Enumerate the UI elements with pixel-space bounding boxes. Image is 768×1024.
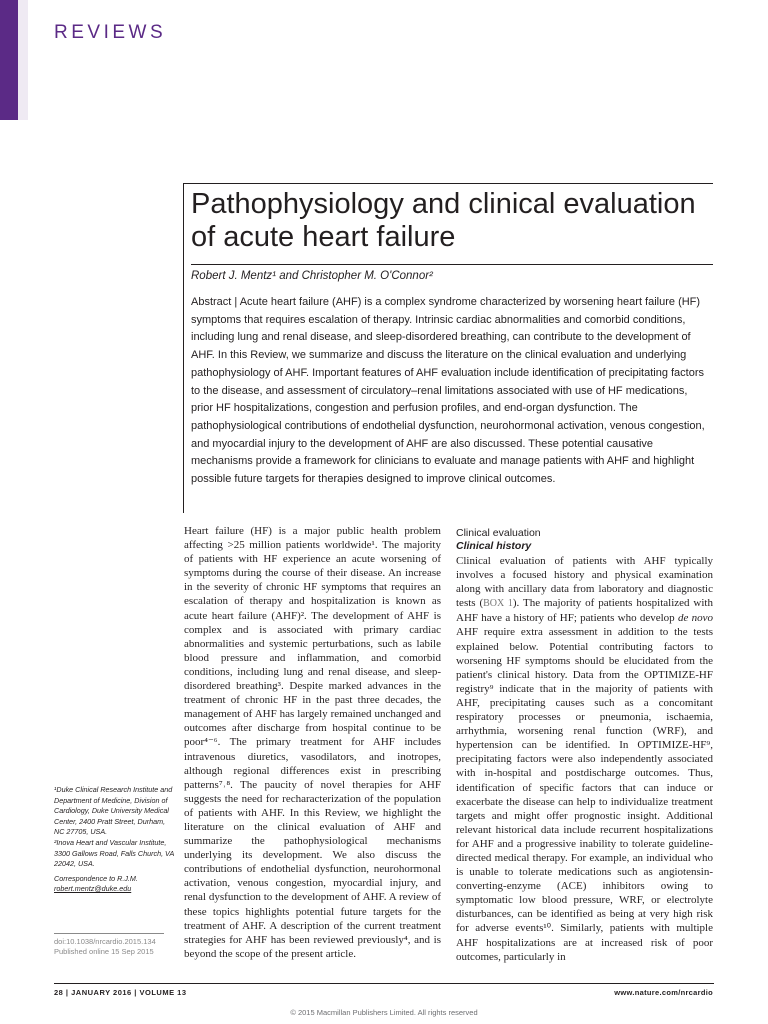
body-column-right — [456, 527, 713, 964]
box-reference-link[interactable]: BOX 1 — [483, 598, 513, 610]
paragraph-text: AHF require extra assessment in addition to the tests explained below. Potential contributing factors to worsening HF symptoms should be elucidated from the patient's clinical history. Data from the OPTIMIZE-HF registry⁹ indicate that in the majority of patients with AHF, precipitating causes such as a concomitant respiratory processes or pneumonia, ischaemia, arrhythmia, worsening renal function (WRF), and hypertension can be identified. In OPTIMIZE-HF⁹, precipitating factors were also independently associated with in-hospital and postdischarge outcomes. Thus, identification of specific factors that can induce or exacerbate the disease can help to individualize treatment targets and might offer prognostic insight. Additional relevant historical data include recurrent hospitalizations for AHF and a progressive inability to tolerate guideline-directed medical therapy. For example, an individual who is unable to tolerate medications such as angiotensin-converting-enzyme (ACE) inhibitors owing to symptomatic low blood pressure, WRF, or electrolyte disturbances, can be identified as being at very high risk for adverse events¹⁰. Similarly, patients with multiple AHF hospitalizations are at increased risk of poor outcomes, particularly in — [456, 626, 713, 963]
footer-issue-info: 28 | JANUARY 2016 | VOLUME 13 — [54, 988, 187, 997]
paragraph-text: Clinical evaluation of patients with AHF typically involves a focused history and physical examination along with ancillary data from laboratory and diagnostic tests ( — [456, 555, 713, 610]
affiliations — [54, 785, 174, 895]
article-title: Pathophysiology and clinical evaluation of acute heart failure — [191, 188, 696, 253]
affiliation-2: ²Inova Heart and Vascular Institute, 3300 Gallows Road, Falls Church, VA 22042, USA. — [54, 837, 174, 869]
doi-rule — [54, 933, 164, 934]
subsection-heading: Clinical history — [456, 540, 532, 552]
authors-rule — [191, 264, 713, 265]
published-date: Published online 15 Sep 2015 — [54, 947, 154, 956]
body-column-left — [184, 524, 441, 961]
section-label: REVIEWS — [54, 22, 167, 43]
doi-block — [54, 937, 156, 957]
journal-color-bar-shade — [18, 0, 28, 120]
body-paragraph-clinical-history — [456, 554, 713, 964]
article-authors: Robert J. Mentz¹ and Christopher M. O'Connor² — [191, 270, 433, 282]
doi-link[interactable]: doi:10.1038/nrcardio.2015.134 — [54, 937, 156, 946]
correspondence: Correspondence to R.J.M. — [54, 873, 138, 883]
section-heading: Clinical evaluation — [456, 527, 541, 539]
article-abstract: Abstract | Acute heart failure (AHF) is a complex syndrome characterized by worsening heart failure (HF) symptoms that requires escalation of therapy. Intrinsic cardiac abnormalities and comorbid conditions, including lung and renal disease, and sleep-disordered breathing, can contribute to the development of AHF. In this Review, we summarize and discuss the literature on the clinical evaluation and underlying pathophysiology of AHF. Important features of AHF evaluation include identification of precipitating factors to the disease, and assessment of circulatory–renal limitations associated with use of HF medications, prior HF hospitalizations, congestion and perfusion profiles, and end-organ dysfunction. The pathophysiological contributions of endothelial dysfunction, neurohormonal activation, venous congestion, and myocardial injury to the development of AHF are also discussed. These potential causative mechanisms provide a framework for clinicians to evaluate and manage patients with AHF and highlight possible future targets for therapies designed to improve clinical outcomes. — [191, 296, 705, 486]
italic-term: de novo — [677, 612, 714, 625]
paragraph-text: ). The majority of patients hospitalized with AHF have a history of HF; patients who develop — [456, 597, 713, 625]
body-paragraph-intro: Heart failure (HF) is a major public health problem affecting >25 million patients worldwide¹. The majority of patients with HF experience an acute worsening of symptoms during the course of their disease. An increase in the severity of chronic HF symptoms that requires an escalation of therapy and hospitalization is known as acute heart failure (AHF)². The development of AHF is complex and is associated with primary cardiac abnormalities and systemic perturbations, such as labile blood pressure and inflammation, and comorbid conditions, including lung and renal disease, and sleep-disordered breathing³. Despite marked advances in the treatment of chronic HF in the past three decades, the management of AHF has largely remained unchanged and outcomes after discharge from hospital continue to be poor⁴⁻⁶. The primary treatment for AHF includes intravenous diuretics, vasodilators, and inotropes, although regional differences exist in prescribing patterns⁷˒⁸. The paucity of novel therapies for AHF suggests the need for recharacterization of the population of patients with AHF. In this Review, we highlight the literature on the clinical evaluation of AHF and summarize the pathophysiological mechanisms underlying its development. We also discuss the contributions of endothelial dysfunction, neurohormonal activation, venous congestion, myocardial injury, and renal dysfunction to the development of AHF. A review of these topics highlights potential future targets for the treatment of AHF. A description of the current treatment strategies for AHF has been reviewed previously⁴, and is beyond the scope of the present article. — [184, 525, 441, 960]
footer-rule — [54, 983, 714, 984]
footer-journal-url[interactable]: www.nature.com/nrcardio — [614, 988, 713, 997]
title-rule-vertical — [183, 183, 184, 513]
title-rule-horizontal — [183, 183, 713, 184]
copyright-notice: © 2015 Macmillan Publishers Limited. All rights reserved — [290, 1008, 478, 1017]
affiliation-1: ¹Duke Clinical Research Institute and Department of Medicine, Division of Cardiology, Duke University Medical Center, 2400 Pratt Street, Durham, NC 27705, USA. — [54, 785, 173, 837]
correspondence-email-link[interactable]: robert.mentz@duke.edu — [54, 884, 132, 894]
journal-color-bar — [0, 0, 18, 120]
